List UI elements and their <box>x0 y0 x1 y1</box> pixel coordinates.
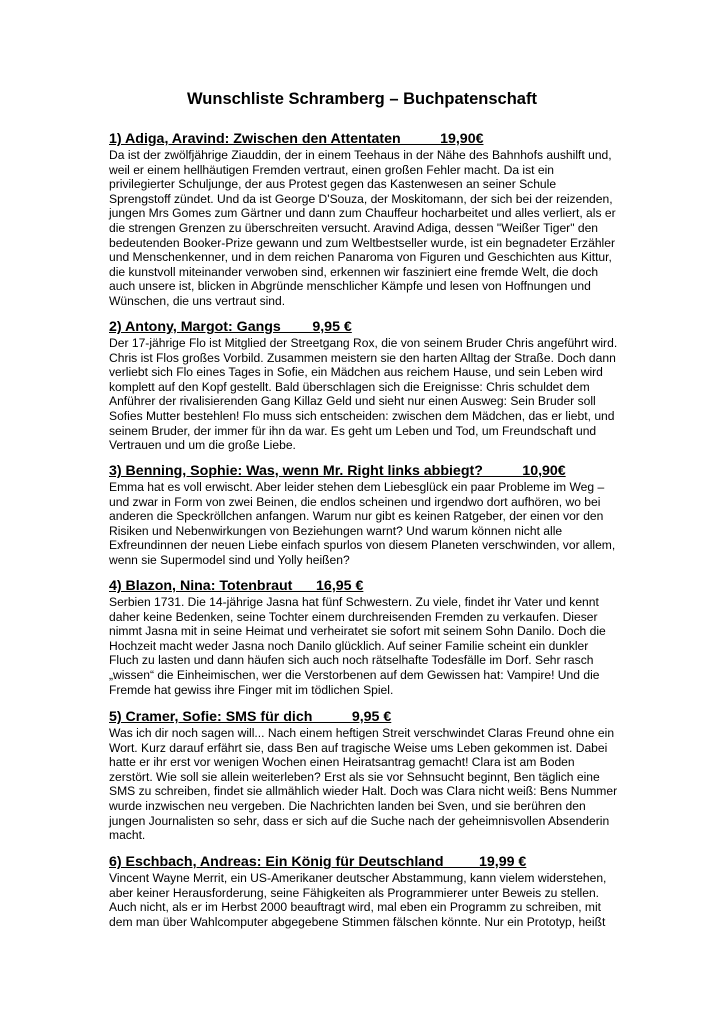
book-description: Vincent Wayne Merrit, ein US-Amerikaner deutscher Abstammung, kann vielem widerstehen, aber keiner Herausforderung, seine Fähigkeiten als Programmierer unter Beweis zu stellen. Auch nicht, als er im Herbst 2000 beauftragt wird, mal eben ein Programm zu schreiben, mit dem man über Wahlcomputer abgegebene Stimmen fälschen könnte. Nur ein Prototyp, heißt <box>109 871 607 929</box>
book-entry-3 <box>109 463 621 568</box>
book-entry-4 <box>109 578 621 697</box>
book-heading: 4) Blazon, Nina: Totenbraut 16,95 € <box>109 578 364 594</box>
book-description: Da ist der zwölfjährige Ziauddin, der in einem Teehaus in der Nähe des Bahnhofs aushilft und, weil er einem hellhäutigen Fremden vertraut, einen großen Fehler macht. Da ist ein privilegierter Schuljunge, der aus Protest gegen das Kastenwesen an seiner Schule Sprengstoff zündet. Und da ist George D'Souza, der Moskitomann, der sich bei der reizenden, jungen Mrs Gomes zum Gärtner und dann zum Chauffeur hocharbeitet und alles verliert, als er die strengen Grenzen zu überschreiten versucht. Aravind Adiga, dessen "Weißer Tiger" den bedeutenden Booker-Prize gewann und zum Weltbestseller wurde, ist ein begnadeter Erzähler und Menschenkenner, und in dem reichen Panaroma von Figuren und Geschichten aus Kittur, die kunstvoll miteinander verwoben sind, erkennen wir fasziniert eine fremde Welt, die doch auch unsere ist, blicken in Abgründe menschlicher Kämpfe und lesen von Hoffnungen und Wünschen, die uns vertraut sind. <box>109 148 616 308</box>
book-entry-5 <box>109 709 621 843</box>
book-description: Emma hat es voll erwischt. Aber leider stehen dem Liebesglück ein paar Probleme im Weg – und zwar in Form von zwei Beinen, die endlos scheinen und irgendwo dort aufhören, wo bei anderen die Speckröllchen anfangen. Warum nur gibt es keinen Ratgeber, der einen vor den Risiken und Nebenwirkungen von Beziehungen warnt? Und warum können nicht alle Exfreundinnen der neuen Liebe einfach spurlos von diesem Planeten verschwinden, vor allem, wenn sie Supermodel sind und Yolly heißen? <box>109 480 616 567</box>
book-heading: 6) Eschbach, Andreas: Ein König für Deutschland 19,99 € <box>109 854 527 870</box>
book-description: Was ich dir noch sagen will... Nach einem heftigen Streit verschwindet Claras Freund ohne ein Wort. Kurz darauf erfährt sie, dass Ben auf tragische Weise ums Leben gekommen ist. Dabei hatte er ihr erst vor wenigen Wochen einen Heiratsantrag gemacht! Clara ist am Boden zerstört. Wie soll sie allein weiterleben? Erst als sie vor Sehnsucht beginnt, Ben täglich eine SMS zu schreiben, findet sie allmählich wieder Halt. Doch was Clara nicht weiß: Bens Nummer wurde inzwischen neu vergeben. Die Nachrichten landen bei Sven, und sie berühren den jungen Journalisten so sehr, dass er sich auf die Suche nach der geheimnisvollen Absenderin macht. <box>109 726 618 843</box>
page-title: Wunschliste Schramberg – Buchpatenschaft <box>187 90 537 108</box>
book-heading: 5) Cramer, Sofie: SMS für dich 9,95 € <box>109 709 392 725</box>
book-heading: 2) Antony, Margot: Gangs 9,95 € <box>109 319 352 335</box>
book-description: Serbien 1731. Die 14-jährige Jasna hat fünf Schwestern. Zu viele, findet ihr Vater und kennt daher keine Bedenken, seine Tochter einem durchreisenden Fremden zu verkaufen. Dieser nimmt Jasna mit in seine Heimat und verheiratet sie sofort mit seinem Sohn Danilo. Doch die Hochzeit macht weder Jasna noch Danilo glücklich. Auf seiner Familie scheint ein dunkler Fluch zu lasten und dann häufen sich auch noch rätselhafte Todesfälle im Dorf. Sehr rasch „wissen“ die Einheimischen, wer die Verstorbenen auf dem Gewissen hat: Vampire! Und die Fremde hat gewiss ihre Finger mit im tödlichen Spiel. <box>109 595 606 697</box>
book-entry-6 <box>109 854 621 929</box>
book-heading: 3) Benning, Sophie: Was, wenn Mr. Right links abbiegt? 10,90€ <box>109 463 566 479</box>
book-entry-1 <box>109 131 621 309</box>
book-description: Der 17-jährige Flo ist Mitglied der Streetgang Rox, die von seinem Bruder Chris angeführt wird. Chris ist Flos großes Vorbild. Zusammen meistern sie den harten Alltag der Straße. Doch dann verliebt sich Flo eines Tages in Sofie, ein Mädchen aus reichem Hause, und sein Leben wird komplett auf den Kopf gestellt. Bald überschlagen sich die Ereignisse: Chris schuldet dem Anführer der rivalisierenden Gang Killaz Geld und sieht nur einen Ausweg: Sein Bruder soll Sofies Mutter bestehlen! Flo muss sich entscheiden: zwischen dem Mädchen, das er liebt, und seinem Bruder, der immer für ihn da war. Es geht um Leben und Tod, um Freundschaft und Vertrauen und um die große Liebe. <box>109 336 618 453</box>
book-heading: 1) Adiga, Aravind: Zwischen den Attentaten 19,90€ <box>109 131 484 147</box>
book-entry-2 <box>109 319 621 453</box>
